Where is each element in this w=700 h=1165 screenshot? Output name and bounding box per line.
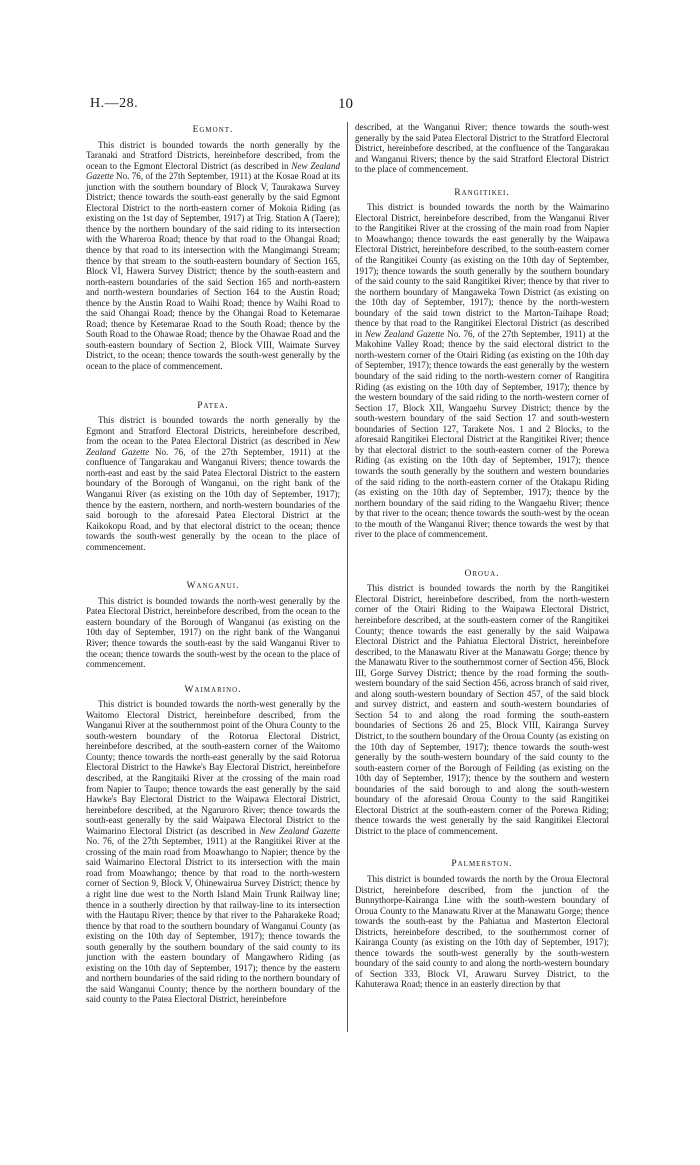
district-section-egmont xyxy=(86,125,340,372)
district-heading: Palmerston. xyxy=(451,859,513,870)
district-section-waimarino xyxy=(86,685,340,1005)
district-description: This district is bounded towards the north by the Waimarino Electoral District, hereinbefore described, from the Wanganui River to the Rangitikei River at the crossing of the main road from Napier to Moawhango; thence towards the east generally by the Waipawa Electoral District, hereinbefore described, to the south-eastern corner of the Rangitikei County (as existing on the 10th day of September, 1917); thence towards the south generally by the southern boundary of the said county to the said Rangitikei River; thence by that river to the northern boundary of Mangaweka Town District (as existing on the 10th day of September, 1917); thence by the north-western boundary of the said town district to the Marton-Taihape Road; thence by that road to the Rangitikei Electoral District (as described in New Zealand Gazette No. 76, of the 27th September, 1911) at the Makohine Valley Road; thence by the said electoral district to the north-western corner of the Otairi Riding (as existing on the 10th day of September, 1917); thence towards the east generally by the western boundary of the said riding to the north-western corner of Rangitira Riding (as existing on the 10th day of September, 1917); thence by the western boundary of the said riding to the north-western corner of Section 17, Block XII, Wangaehu Survey District; thence by the south-western boundary of the said Section 17 and south-western boundaries of Section 127, Tarakete Nos. 1 and 2 Blocks, to the aforesaid Rangitikei Electoral District at the Rangitikei River; thence by that electoral district to the south-eastern corner of the Porewa Riding (as existing on the 10th day of September, 1917); thence towards the south generally by the southern and western boundaries of the said riding to the north-eastern corner of the Otakapu Riding (as existing on the 10th day of September, 1917); thence by the northern boundary of the said riding to the Wangaehu River; thence by that river to the ocean; thence towards the south-west by the ocean to the mouth of the Wanganui River; thence towards the west by that river to the place of commencement. xyxy=(355,202,609,540)
section-spacer xyxy=(86,372,340,398)
section-spacer xyxy=(86,552,340,578)
left-column xyxy=(86,122,340,1005)
section-spacer xyxy=(355,836,609,856)
district-description: This district is bounded towards the north generally by the Taranaki and Stratford Districts, hereinbefore described, from the ocean to the Egmont Electoral District (as described in New Zealand Gazette No. 76, of the 27th September, 1911) at the Kosae Road at its junction with the southern boundary of Block V, Taurakawa Survey District; thence towards the south-east generally by the said Egmont Electoral District to the north-eastern corner of Mokoia Riding (as existing on the 1st day of September, 1917) at Trig. Station A (Taere); thence by the northern boundary of the said riding to its intersection with the Whareroa Road; thence by that road to the Ohangai Road; thence by that road to its intersection with the Mangimangi Stream; thence by that stream to the south-eastern boundary of Section 165, Block VI, Hawera Survey District; thence by the south-eastern and north-eastern boundaries of the said Section 165 and north-eastern and north-western boundaries of Section 164 to the Austin Road; thence by the Austin Road to Waihi Road; thence by Waihi Road to the said Ohangai Road; thence by the Ohangai Road to Ketemarae Road; thence by Ketemarae Road to the South Road; thence by the South Road to the Ohawae Road; thence by the Ohawae Road and the south-eastern boundary of Section 2, Block VIII, Waimate Survey District, to the ocean; thence towards the south-west generally by the ocean to the place of commencement. xyxy=(86,139,340,372)
page-number: 10 xyxy=(338,96,353,112)
district-heading: Oroua. xyxy=(464,568,500,579)
district-description: This district is bounded towards the north-west generally by the Patea Electoral District, hereinbefore described, from the ocean to the eastern boundary of the Borough of Wanganui (as existing on the 10th day of September, 1917) on the right bank of the Wanganui River; thence towards the south-east by the said Wanganui River to the ocean; thence towards the south-west by the ocean to the place of commencement. xyxy=(86,595,340,670)
section-spacer xyxy=(355,175,609,185)
gazette-title: New Zealand Gazette xyxy=(364,328,445,339)
right-column xyxy=(355,122,609,990)
district-heading: Patea. xyxy=(197,400,229,411)
district-description: This district is bounded towards the north generally by the Egmont and Stratford Electoral Districts, hereinbefore described, from the ocean to the Patea Electoral District (as described in New Zealand Gazette No. 76, of the 27th September, 1911) at the confluence of Tangarakau and Wanganui Rivers; thence towards the north-east and east by the said Patea Electoral District to the eastern boundary of the Borough of Wanganui, on the right bank of the Wanganui River (as existing on the 10th day of September, 1917); thence by the eastern, northern, and north-western boundaries of the said borough to the aforesaid Patea Electoral District at the Kaikokopu Road, and by that electoral district to the ocean; thence towards the south-west generally by the ocean to the place of commencement. xyxy=(86,415,340,552)
district-heading: Wanganui. xyxy=(186,581,240,592)
gazette-title: New Zealand Gazette xyxy=(86,160,340,182)
page-header xyxy=(90,96,630,116)
district-description: This district is bounded towards the north by the Rangitikei Electoral District, hereinbefore described, from the north-western corner of the Otairi Riding to the Waipawa Electoral District, hereinbefore described, at the south-eastern corner of the Rangitikei County; thence towards the east generally by the said Waipawa Electoral District and the Pahiatua Electoral District, hereinbefore described, to the Manawatu River at the Manawatu Gorge; thence by the Manawatu River to the southernmost corner of Section 456, Block III, Gorge Survey District; thence by the road forming the south-western boundary of the said Section 456, across branch of said river, and along south-western boundary of Section 457, of the said block and survey district, and eastern and south-western boundaries of Section 54 to and along the road forming the south-eastern boundaries of Sections 26 and 25, Block VIII, Kairanga Survey District, to the southern boundary of the Oroua County (as existing on the 10th day of September, 1917); thence towards the south-west generally by the south-western boundary of the said county to the south-eastern corner of the Borough of Feilding (as existing on the 10th day of September, 1917); thence by the southern and western boundaries of the said borough to and along the south-western boundary of the aforesaid Oroua County to the said Rangitikei Electoral District at the south-eastern corner of the Porewa Riding; thence towards the west generally by the said Rangitikei Electoral District to the place of commencement. xyxy=(355,583,610,836)
district-section-wanganui xyxy=(86,581,340,669)
district-description: This district is bounded towards the north-west generally by the Waitomo Electoral District, hereinbefore described, from the Wanganui River at the southernmost point of the Ohura County to the south-western boundary of the Rotorua Electoral District, hereinbefore described, at the south-eastern corner of the Waitomo County; thence towards the north-east generally by the said Rotorua Electoral District to the Hawke's Bay Electoral District, hereinbefore described, at the Rangitaiki River at the crossing of the main road from Napier to Taupo; thence towards the east generally by the said Hawke's Bay Electoral District to the Waipawa Electoral District, hereinbefore described, at the Ngaruroro River; thence towards the south-east generally by the said Waipawa Electoral District to the Waimarino Electoral District (as described in New Zealand Gazette No. 76, of the 27th September, 1911) at the Rangitikei River at the crossing of the main road from Moawhango to Napier; thence by the said Waimarino Electoral District to its intersection with the main road from Moawhango; thence by that road to the north-western corner of Section 9, Block V, Ohinewairua Survey District; thence by a right line due west to the North Island Main Trunk Railway line; thence in a southerly direction by that railway-line to its intersection with the Hautapu River; thence by that river to the Paharakeke Road; thence by that road to the southern boundary of Wanganui County (as existing on the 10th day of September, 1917); thence towards the south generally by the southern boundary of the said county to its junction with the eastern boundary of Mangawhero Riding (as existing on the 10th day of September, 1917); thence by the eastern and northern boundaries of the said riding to the northern boundary of the said Wanganui County; thence by the northern boundary of the said county to the Patea Electoral District, hereinbefore xyxy=(86,699,340,1005)
section-spacer xyxy=(86,670,340,682)
district-section-oroua xyxy=(355,569,609,837)
district-section-rangitikei xyxy=(355,188,609,540)
district-section-palmerston xyxy=(355,859,609,990)
district-heading: Rangitikei. xyxy=(454,187,510,198)
district-section-patea xyxy=(86,401,340,553)
district-heading: Waimarino. xyxy=(184,684,242,695)
district-description: described, at the Wanganui River; thence towards the south-west generally by the said Patea Electoral District to the Stratford Electoral District, hereinbefore described, at the confluence of the Tangarakau and Wanganui Rivers; thence by the said Stratford Electoral District to the place of commencement. xyxy=(355,122,609,175)
document-reference: H.—28. xyxy=(90,96,139,111)
gazette-title: New Zealand Gazette xyxy=(86,436,340,457)
district-section-waimarino-continued xyxy=(355,122,609,175)
section-spacer xyxy=(355,540,609,566)
column-divider xyxy=(347,122,348,1032)
district-description: This district is bounded towards the north by the Oroua Electoral District, hereinbefore described, from the junction of the Bunnythorpe-Kairanga Line with the south-western boundary of Oroua County to the Manawatu River at the Manawatu Gorge; thence towards the south-east by the Pahiatua and Masterton Electoral Districts, hereinbefore described, to the southernmost corner of Kairanga County (as existing on the 10th day of September, 1917); thence towards the south-west generally by the south-western boundary of the said county to and along the north-western boundary of Section 333, Block VI, Arawaru Survey District, to the Kahuterawa Road; thence in an easterly direction by that xyxy=(355,874,609,990)
district-heading: Egmont. xyxy=(192,125,234,135)
gazette-title: New Zealand Gazette xyxy=(259,825,340,836)
